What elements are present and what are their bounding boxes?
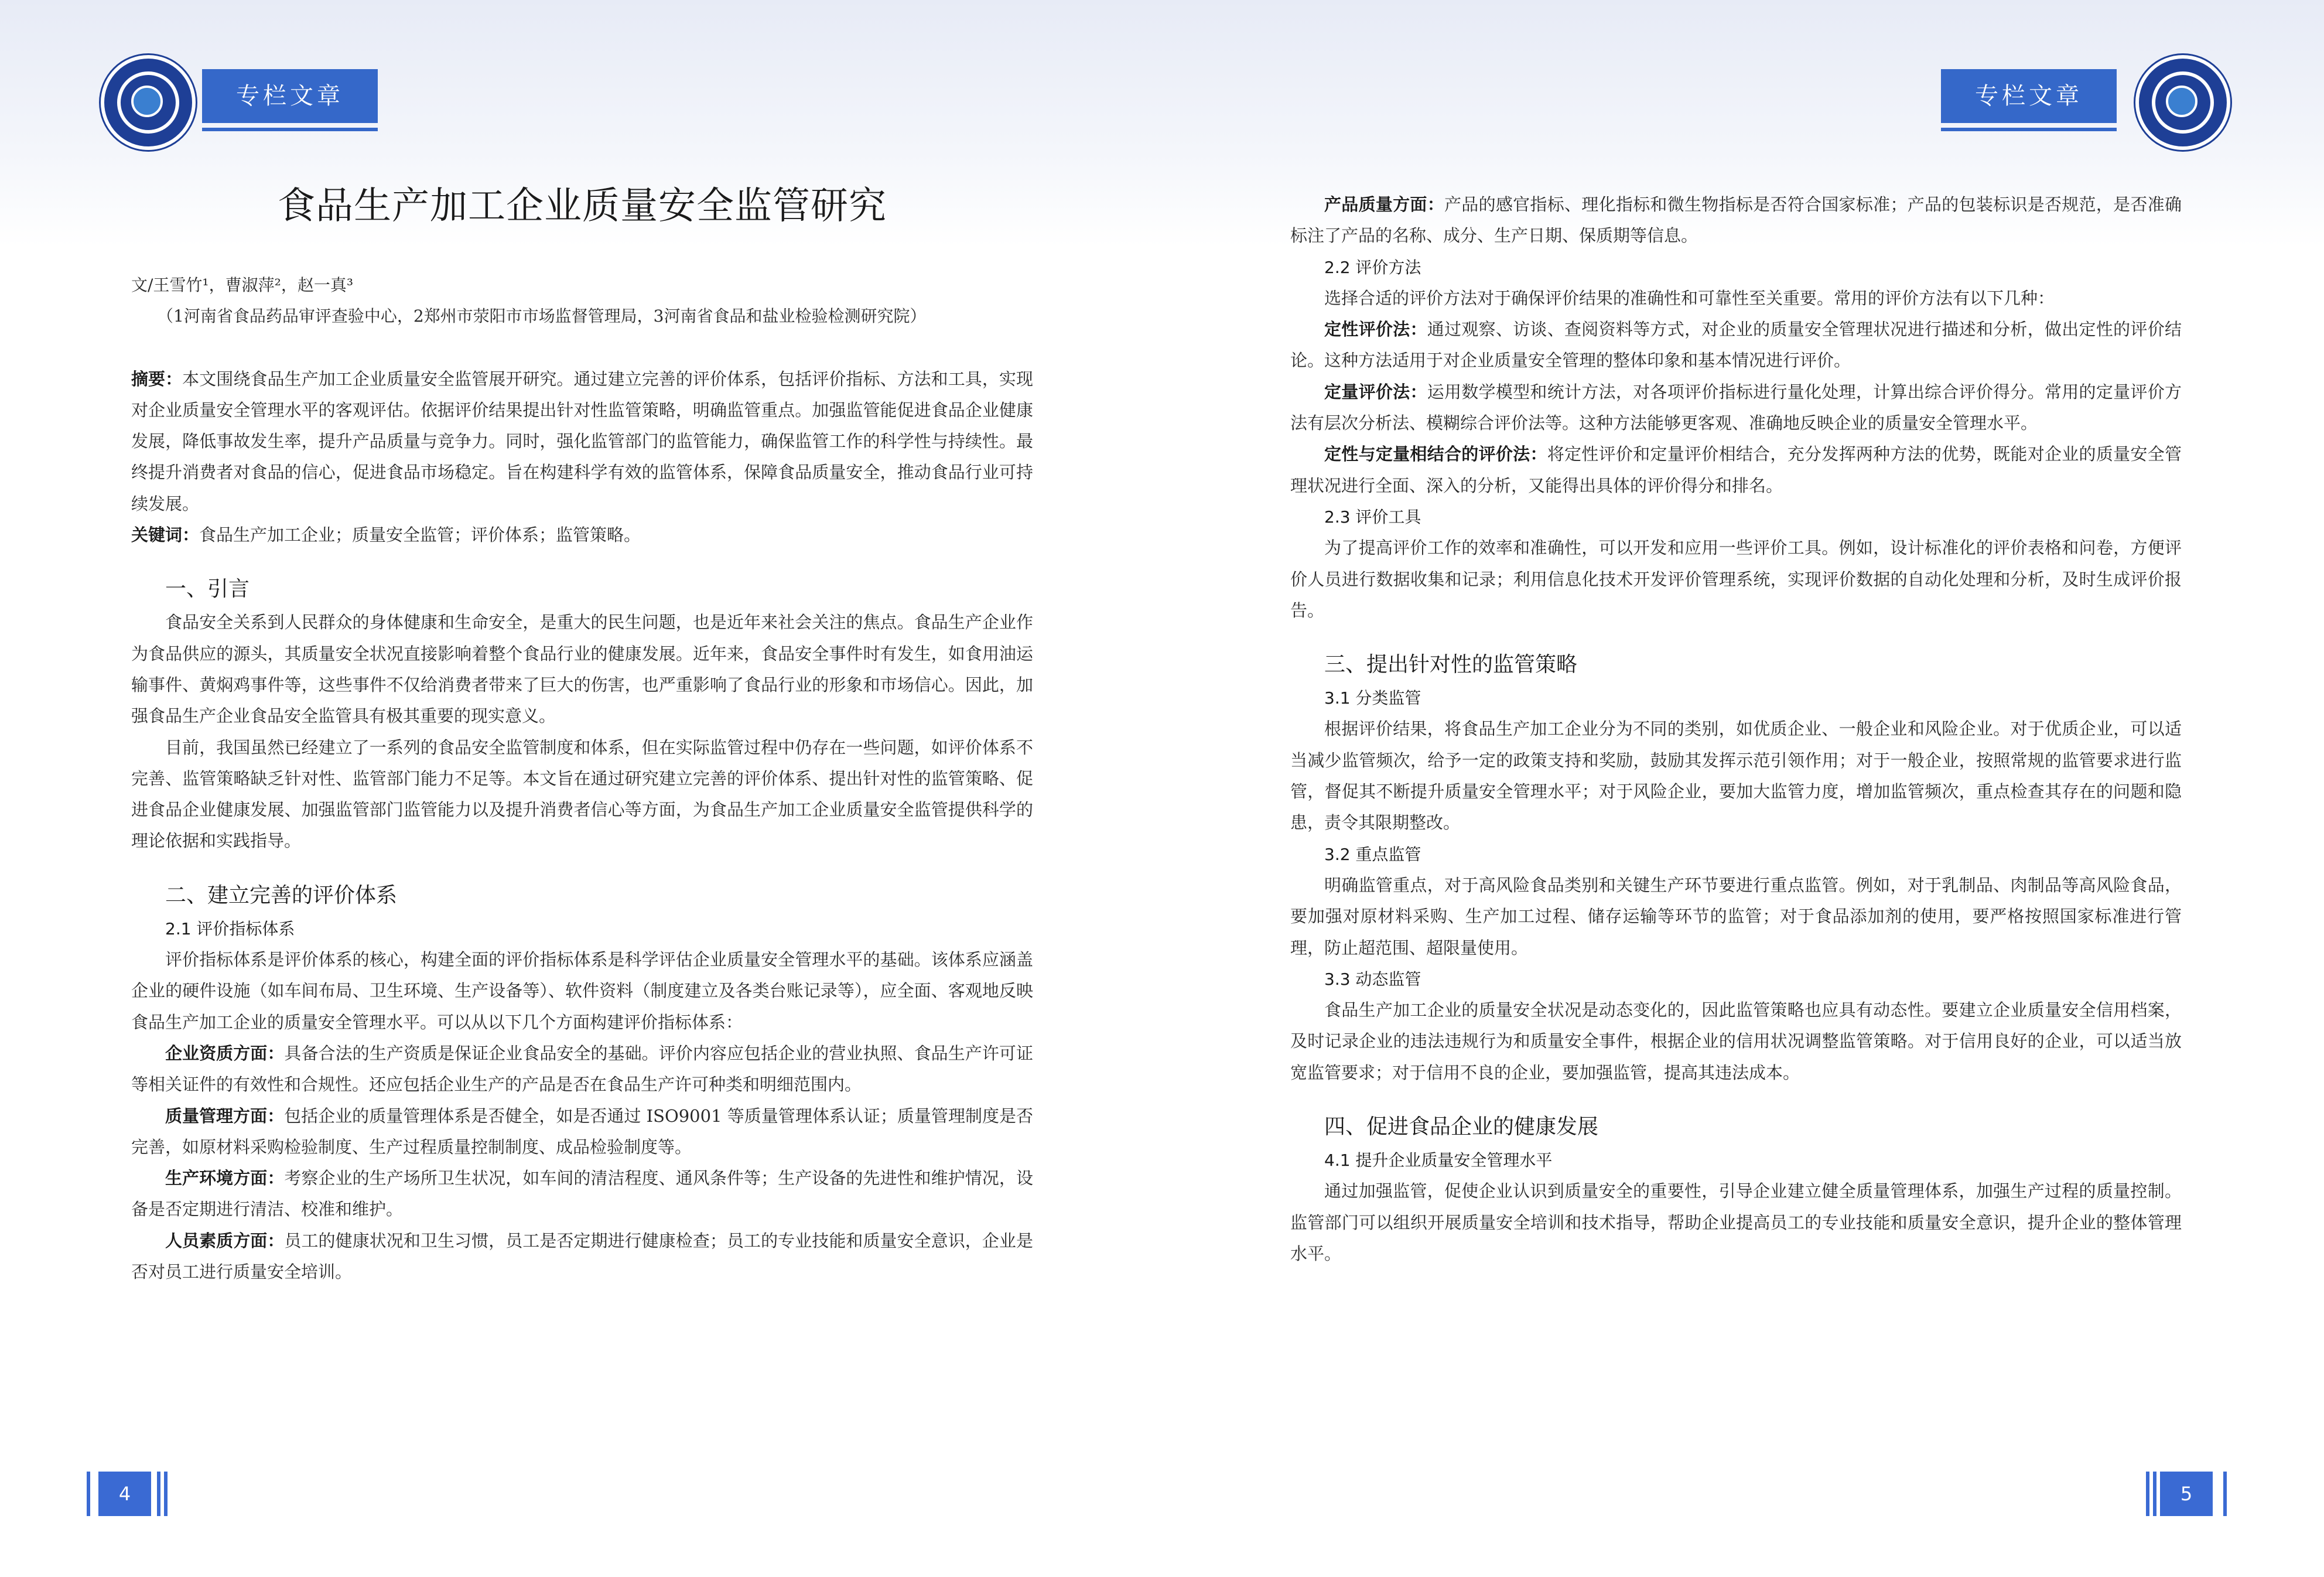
term-label: 定量评价法： (1324, 381, 1427, 402)
term-label: 人员素质方面： (165, 1230, 285, 1251)
page-number (98, 1472, 151, 1516)
term-text: 运用数学模型和统计方法，对各项评价指标进行量化处理，计算出综合评价得分。常用的定量评价方法有层次分析法、模糊综合评价法等。这种方法能够更客观、准确地反映企业的质量安全管理水平。 (1290, 381, 2182, 433)
journal-logo (2135, 55, 2230, 150)
paragraph (1290, 439, 2182, 501)
term-text: 产品的感官指标、理化指标和微生物指标是否符合国家标准；产品的包装标识是否规范，是否准确标注了产品的名称、成分、生产日期、保质期等信息。 (1290, 194, 2182, 246)
subsection-heading: 2.2 评价方法 (1324, 257, 1421, 277)
subsection-heading: 2.3 评价工具 (1324, 507, 1421, 527)
paragraph: 目前，我国虽然已经建立了一系列的食品安全监管制度和体系，但在实际监管过程中仍存在一些问题，如评价体系不完善、监管策略缺乏针对性、监管部门能力不足等。本文旨在通过研究建立完善的评价体系、提出针对性的监管策略、促进食品企业健康发展、加强监管部门监管能力以及提升消费者信心等方面，为食品生产加工企业质量安全监管提供科学的理论依据和实践指导。 (131, 737, 1033, 851)
paragraph: 食品生产加工企业的质量安全状况是动态变化的，因此监管策略也应具有动态性。要建立企业质量安全信用档案，及时记录企业的违法违规行为和质量安全事件，根据企业的信用状况调整监管策略。对于信用良好的企业，可以适当放宽监管要求；对于信用不良的企业，要加强监管，提高其违法成本。 (1290, 1000, 2182, 1083)
term-text: 员工的健康状况和卫生习惯，员工是否定期进行健康检查；员工的专业技能和质量安全意识，企业是否对员工进行质量安全培训。 (131, 1230, 1033, 1282)
term-text: 考察企业的生产场所卫生状况，如车间的清洁程度、通风条件等；生产设备的先进性和维护情况，设备是否定期进行清洁、校准和维护。 (131, 1168, 1033, 1220)
paragraph: 明确监管重点，对于高风险食品类别和关键生产环节要进行重点监管。例如，对于乳制品、肉制品等高风险食品，要加强对原材料采购、生产加工过程、储存运输等环节的监管；对于食品添加剂的使用，要严格按照国家标准进行管理，防止超范围、超限量使用。 (1290, 875, 2182, 958)
paragraph: 食品安全关系到人民群众的身体健康和生命安全，是重大的民生问题，也是近年来社会关注的焦点。食品生产企业作为食品供应的源头，其质量安全状况直接影响着整个食品行业的健康发展。近年来，食品安全事件时有发生，如食用油运输事件、黄焖鸡事件等，这些事件不仅给消费者带来了巨大的伤害，也严重影响了食品行业的形象和市场信心。因此，加强食品生产企业食品安全监管具有极其重要的现实意义。 (131, 612, 1033, 726)
byline: 文/王雪竹¹，曹淑萍²，赵一真³ (131, 275, 354, 295)
paragraph (131, 1163, 1033, 1226)
paragraph (131, 1101, 1033, 1163)
term-label: 生产环境方面： (165, 1168, 285, 1189)
journal-logo (101, 55, 196, 150)
paragraph: 选择合适的评价方法对于确保评价结果的准确性和可靠性至关重要。常用的评价方法有以下几种： (1324, 288, 2055, 308)
abstract-label: 摘要： (131, 368, 183, 389)
page-number (2160, 1472, 2213, 1516)
article-title: 食品生产加工企业质量安全监管研究 (278, 185, 887, 228)
page-number-text: 4 (118, 1483, 131, 1505)
term-label: 定性评价法： (1324, 319, 1427, 340)
section-heading: 一、引言 (165, 577, 250, 602)
paragraph (1290, 377, 2182, 439)
page-number-text: 5 (2180, 1483, 2193, 1505)
paragraph: 通过加强监管，促使企业认识到质量安全的重要性，引导企业建立健全质量管理体系，加强生产过程的质量控制。监管部门可以组织开展质量安全培训和技术指导，帮助企业提高员工的专业技能和质量安全意识，提升企业的整体管理水平。 (1290, 1181, 2182, 1264)
term-text: 包括企业的质量管理体系是否健全，如是否通过 ISO9001 等质量管理体系认证；质量管理制度是否完善，如原材料采购检验制度、生产过程质量控制制度、成品检验制度等。 (131, 1105, 1033, 1157)
paragraph (1290, 314, 2182, 377)
affiliations: （1河南省食品药品审评查验中心，2郑州市荥阳市市场监督管理局，3河南省食品和盐业检验检测研究院） (157, 306, 927, 326)
term-text: 通过观察、访谈、查阅资料等方式，对企业的质量安全管理状况进行描述和分析，做出定性的评价结论。这种方法适用于对企业质量安全管理的整体印象和基本情况进行评价。 (1290, 319, 2182, 371)
subsection-heading: 3.2 重点监管 (1324, 844, 1421, 864)
term-label: 产品质量方面： (1324, 194, 1444, 214)
section-heading: 三、提出针对性的监管策略 (1324, 653, 1578, 677)
paragraph: 评价指标体系是评价体系的核心，构建全面的评价指标体系是科学评估企业质量安全管理水平的基础。该体系应涵盖企业的硬件设施（如车间布局、卫生环境、生产设备等）、软件资料（制度建立及各类台账记录等），应全面、客观地反映食品生产加工企业的质量安全管理水平。可以从以下几个方面构建评价指标体系： (131, 950, 1033, 1032)
paragraph (131, 1038, 1033, 1101)
paragraph (131, 1226, 1033, 1288)
right-page (1162, 0, 2324, 1577)
column-label: 专栏文章 (1941, 69, 2117, 123)
paragraph (1290, 189, 2182, 252)
section-heading: 四、促进食品企业的健康发展 (1324, 1115, 1599, 1139)
column-label: 专栏文章 (202, 69, 378, 123)
right-body (1290, 189, 2182, 1269)
abstract-text: 本文围绕食品生产加工企业质量安全监管展开研究。通过建立完善的评价体系，包括评价指标、方法和工具，实现对企业质量安全管理水平的客观评估。依据评价结果提出针对性监管策略，明确监管重点。加强监管能促进食品企业健康发展，降低事故发生率，提升产品质量与竞争力。同时，强化监管部门的监管能力，确保监管工作的科学性与持续性。最终提升消费者对食品的信心，促进食品市场稳定。旨在构建科学有效的监管体系，保障食品质量安全，推动食品行业可持续发展。 (131, 368, 1033, 514)
term-label: 定性与定量相结合的评价法： (1324, 444, 1547, 465)
subsection-heading: 2.1 评价指标体系 (165, 919, 295, 938)
keywords (131, 520, 1033, 551)
term-label: 质量管理方面： (165, 1105, 285, 1126)
subsection-heading: 4.1 提升企业质量安全管理水平 (1324, 1151, 1553, 1170)
abstract (131, 364, 1033, 520)
term-text: 将定性评价和定量评价相结合，充分发挥两种方法的优势，既能对企业的质量安全管理状况进行全面、深入的分析，又能得出具体的评价得分和排名。 (1290, 444, 2182, 496)
keywords-label: 关键词： (131, 525, 200, 545)
subsection-heading: 3.3 动态监管 (1324, 969, 1421, 989)
left-body (131, 269, 1033, 1288)
keywords-text: 食品生产加工企业；质量安全监管；评价体系；监管策略。 (199, 525, 641, 545)
section-heading: 二、建立完善的评价体系 (165, 883, 398, 907)
term-text: 具备合法的生产资质是保证企业食品安全的基础。评价内容应包括企业的营业执照、食品生产许可证等相关证件的有效性和合规性。还应包括企业生产的产品是否在食品生产许可种类和明细范围内。 (131, 1043, 1033, 1095)
subsection-heading: 3.1 分类监管 (1324, 688, 1421, 708)
paragraph: 为了提高评价工作的效率和准确性，可以开发和应用一些评价工具。例如，设计标准化的评价表格和问卷，方便评价人员进行数据收集和记录；利用信息化技术开发评价管理系统，实现评价数据的自动化处理和分析，及时生成评价报告。 (1290, 538, 2182, 620)
term-label: 企业资质方面： (165, 1043, 285, 1063)
paragraph: 根据评价结果，将食品生产加工企业分为不同的类别，如优质企业、一般企业和风险企业。对于优质企业，可以适当减少监管频次，给予一定的政策支持和奖励，鼓励其发挥示范引领作用；对于一般企业，按照常规的监管要求进行监管，督促其不断提升质量安全管理水平；对于风险企业，要加大监管力度，增加监管频次，重点检查其存在的问题和隐患，责令其限期整改。 (1290, 719, 2182, 833)
